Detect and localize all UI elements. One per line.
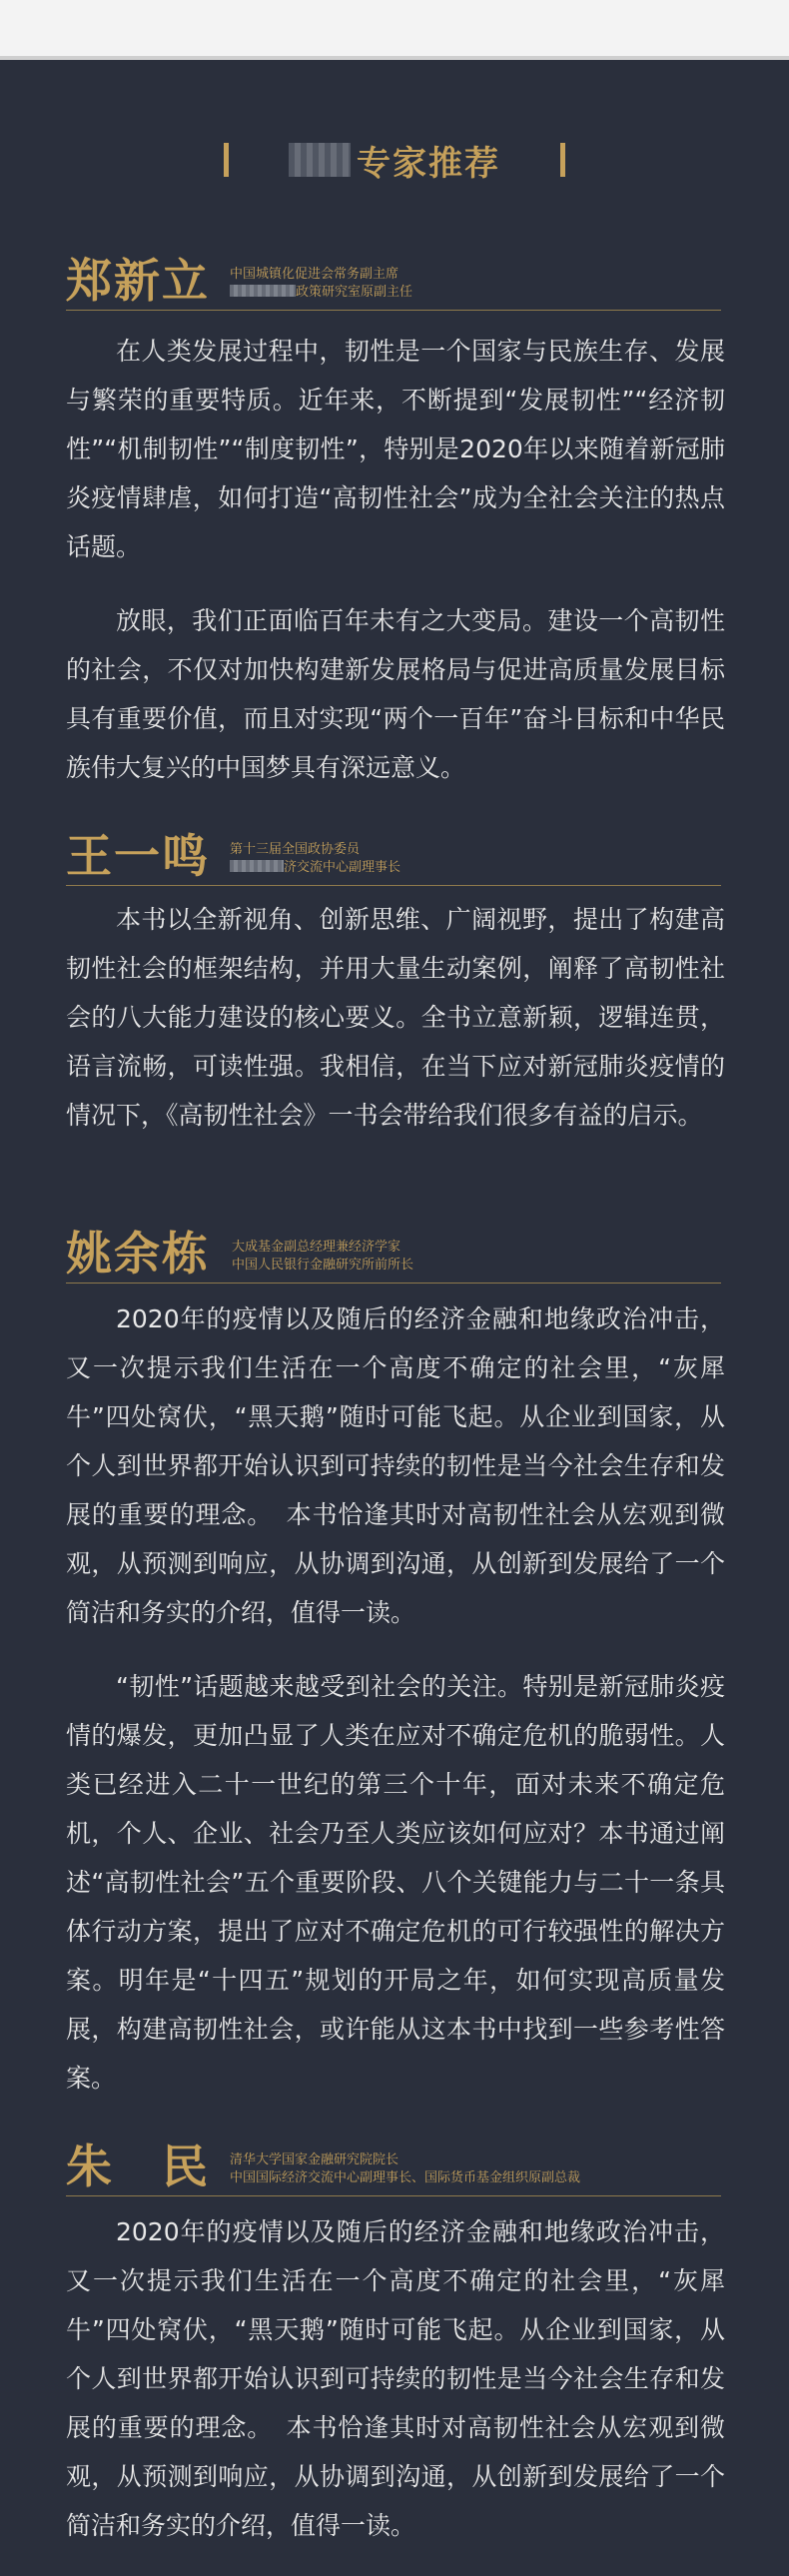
recommendation-paragraph: “韧性”话题越来越受到社会的关注。特别是新冠肺炎疫情的爆发，更加凸显了人类在应对不确定危机的脆弱性。人类已经进入二十一世纪的第三个十年，面对未来不确定危机，个人、企业、社会乃至人类应该如何应对？本书通过阐述“高韧性社会”五个重要阶段、八个关键能力与二十一条具体行动方案，提出了应对不确定危机的可行较强性的解决方案。明年是“十四五”规划的开局之年，如何实现高质量发展，构建高韧性社会，或许能从这本书中找到一些参考性答案。 (66, 1672, 725, 2093)
redacted-mark (230, 860, 284, 872)
expert-header-zhu (66, 2134, 721, 2196)
top-bar (0, 0, 789, 60)
expert-name: 王一鸣 (66, 829, 210, 883)
section-title (0, 130, 789, 190)
recommendation-paragraph: 2020年的疫情以及随后的经济金融和地缘政治冲击，又一次提示我们生活在一个高度不确定的社会里，“灰犀牛”四处窝伏，“黑天鹅”随时可能飞起。从企业到国家，从个人到世界都开始认识到可持续的韧性是当今社会生存和发展的重要的理念。 本书恰逢其时对高韧性社会从宏观到微观，从预测到响应，从协调到沟通，从创新到发展给了一个简洁和务实的介绍，值得一读。 (66, 2217, 725, 2540)
expert-title (230, 266, 412, 302)
expert-title-line: 中国国际经济交流中心副理事长、国际货币基金组织原副总裁 (230, 2170, 581, 2185)
expert-title-line: 中国城镇化促进会常务副主席 (230, 267, 399, 282)
recommendation-paragraph: 2020年的疫情以及随后的经济金融和地缘政治冲击，又一次提示我们生活在一个高度不确定的社会里，“灰犀牛”四处窝伏，“黑天鹅”随时可能飞起。从企业到国家，从个人到世界都开始认识到可持续的韧性是当今社会生存和发展的重要的理念。 本书恰逢其时对高韧性社会从宏观到微观，从预测到响应，从协调到沟通，从创新到发展给了一个简洁和务实的介绍，值得一读。 (66, 1304, 725, 1627)
expert-title (230, 2151, 580, 2187)
recommendation-paragraph: 本书以全新视角、创新思维、广阔视野，提出了构建高韧性社会的框架结构，并用大量生动案例，阐释了高韧性社会的八大能力建设的核心要义。全书立意新颖，逻辑连贯，语言流畅，可读性强。我相信，在当下应对新冠肺炎疫情的情况下，《高韧性社会》一书会带给我们很多有益的启示。 (66, 905, 725, 1130)
page-title: 专家推荐 (357, 143, 500, 184)
expert-title-line: 清华大学国家金融研究院院长 (230, 2152, 399, 2167)
recommendation-paragraph: 在人类发展过程中，韧性是一个国家与民族生存、发展与繁荣的重要特质。近年来，不断提到“发展韧性”“经济韧性”“机制韧性”“制度韧性”，特别是2020年以来随着新冠肺炎疫情肆虐，如何打造“高韧性社会”成为全社会关注的热点话题。 (66, 337, 725, 561)
expert-title (232, 1239, 413, 1275)
expert-title-line: 济交流中心副理事长 (230, 859, 400, 877)
expert-header-wang (66, 823, 721, 886)
recommendation-paragraph: 放眼，我们正面临百年未有之大变局。建设一个高韧性的社会，不仅对加快构建新发展格局与促进高质量发展目标具有重要价值，而且对实现“两个一百年”奋斗目标和中华民族伟大复兴的中国梦具有深远意义。 (66, 606, 725, 782)
title-left-bar (224, 143, 229, 177)
expert-name: 郑新立 (66, 254, 210, 308)
expert-title-line: 第十三届全国政协委员 (230, 842, 361, 857)
expert-title-line: 大成基金副总经理兼经济学家 (232, 1240, 401, 1255)
title-right-bar (560, 143, 565, 177)
expert-title-line: 中国人民银行金融研究所前所长 (232, 1258, 414, 1273)
expert-title-line: 政策研究室原副主任 (230, 284, 412, 302)
expert-header-zheng (66, 248, 721, 311)
redacted-mark (230, 285, 296, 297)
expert-header-yao (66, 1221, 721, 1284)
expert-title (230, 841, 400, 877)
redacted-mark (289, 143, 351, 177)
expert-name: 姚余栋 (66, 1227, 210, 1281)
expert-name: 朱 民 (66, 2140, 210, 2193)
